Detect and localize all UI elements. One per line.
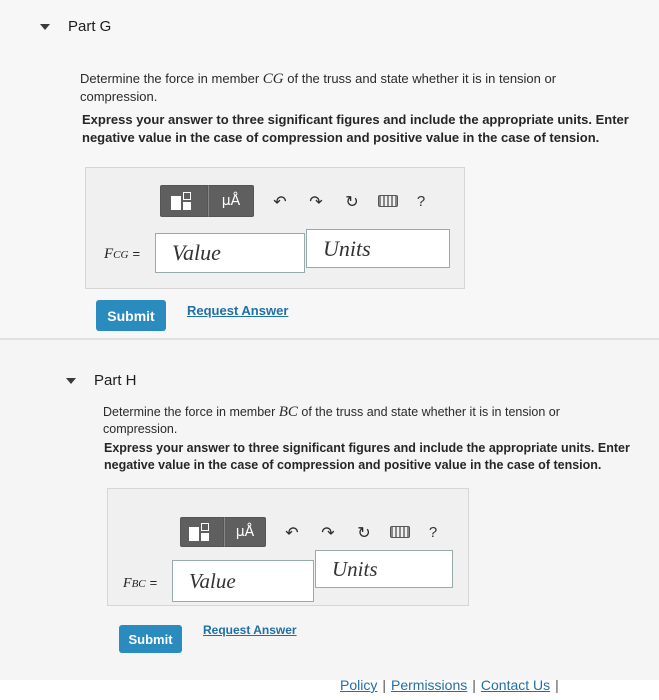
redo-icon[interactable]: ↷	[309, 191, 323, 211]
permissions-link[interactable]: Permissions	[391, 677, 468, 693]
help-icon[interactable]: ?	[428, 523, 438, 541]
value-input[interactable]: Value	[155, 233, 305, 273]
collapse-caret-icon[interactable]	[40, 24, 50, 30]
request-answer-link[interactable]: Request Answer	[187, 303, 289, 318]
collapse-caret-icon[interactable]	[66, 378, 76, 384]
templates-button[interactable]	[180, 517, 224, 547]
part-g-question: Determine the force in member CG of the truss and state whether it is in tension or compression.	[80, 71, 557, 104]
submit-button[interactable]: Submit	[119, 625, 182, 653]
templates-icon	[189, 523, 215, 541]
part-g-header[interactable]	[40, 18, 111, 35]
part-h-header[interactable]	[66, 372, 137, 389]
policy-link[interactable]: Policy	[340, 677, 378, 693]
part-h-title: Part H	[94, 372, 137, 389]
value-input[interactable]: Value	[172, 560, 314, 602]
units-input[interactable]: Units	[306, 229, 450, 268]
section-divider	[0, 338, 659, 340]
reset-icon[interactable]: ↻	[357, 522, 371, 542]
undo-icon[interactable]: ↶	[285, 522, 299, 542]
part-g-title: Part G	[68, 18, 112, 35]
part-h-instruction: Express your answer to three significant figures and include the appropriate units. Enter negative value in the case of compression and positive value in the case of tension.	[104, 441, 630, 472]
part-g-toolbar	[160, 185, 436, 217]
request-answer-link[interactable]: Request Answer	[203, 623, 297, 637]
redo-icon[interactable]: ↷	[321, 522, 335, 542]
reset-icon[interactable]: ↻	[345, 191, 359, 211]
units-symbols-button[interactable]: μÅ	[208, 185, 254, 217]
footer-links: Policy | Permissions | Contact Us |	[340, 677, 559, 693]
units-symbols-button[interactable]: μÅ	[224, 517, 266, 547]
keyboard-icon[interactable]	[378, 195, 398, 207]
submit-button[interactable]: Submit	[96, 300, 166, 331]
f-cg-label: FCG =	[104, 246, 141, 262]
part-h-toolbar	[180, 517, 448, 547]
keyboard-icon[interactable]	[390, 526, 410, 538]
part-h-question: Determine the force in member BC of the truss and state whether it is in tension or compression.	[103, 404, 560, 436]
contact-us-link[interactable]: Contact Us	[480, 677, 551, 693]
part-g-instruction: Express your answer to three significant figures and include the appropriate units. Enter negative value in the case of compression and positive value in the case of tension.	[82, 112, 629, 145]
templates-icon	[171, 192, 197, 210]
templates-button[interactable]	[160, 185, 208, 217]
units-input[interactable]: Units	[315, 550, 453, 588]
f-bc-label: FBC =	[123, 575, 158, 591]
undo-icon[interactable]: ↶	[273, 191, 287, 211]
help-icon[interactable]: ?	[416, 192, 426, 210]
